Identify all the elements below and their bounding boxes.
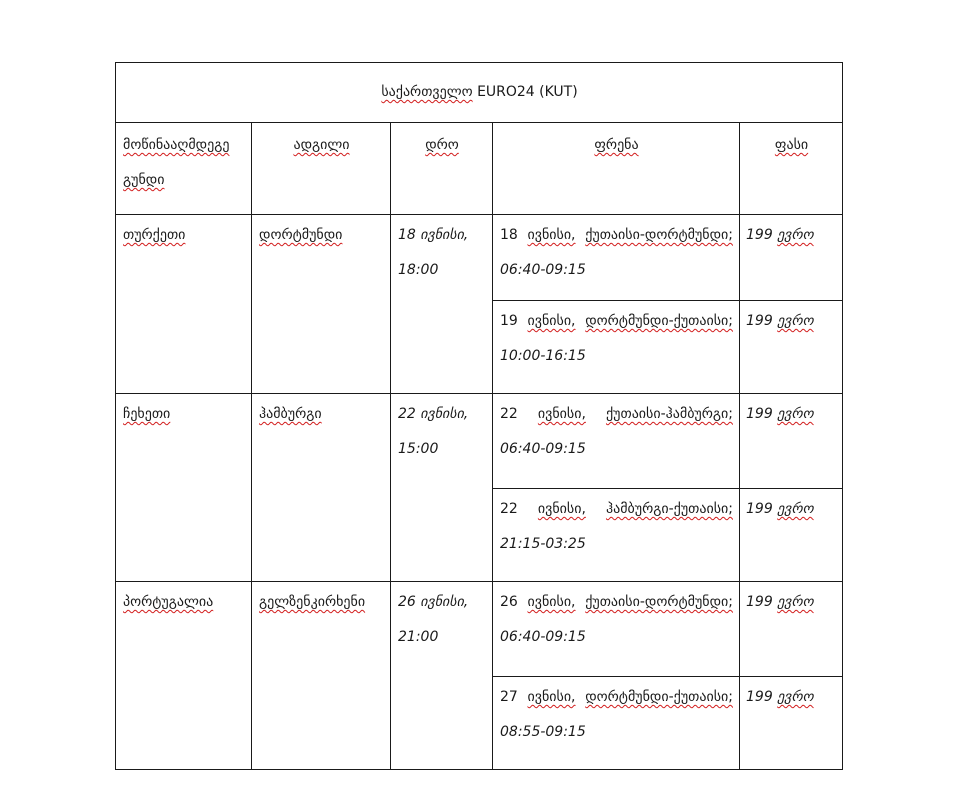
header-price: ფასი bbox=[740, 123, 843, 215]
price-cell: 199 ევრო bbox=[740, 582, 843, 677]
flight-cell: 19 ივნისი, დორტმუნდი-ქუთაისი; 10:00-16:15 bbox=[493, 301, 740, 394]
opponent-cell: ჩეხეთი bbox=[116, 394, 252, 582]
header-place: ადგილი bbox=[252, 123, 391, 215]
table-title-code: EURO24 (KUT) bbox=[477, 84, 578, 100]
opponent-cell: პორტუგალია bbox=[116, 582, 252, 770]
table-row bbox=[116, 394, 843, 489]
flight-cell: 26 ივნისი, ქუთაისი-დორტმუნდი; 06:40-09:15 bbox=[493, 582, 740, 677]
header-opponent: მოწინააღმდეგე გუნდი bbox=[116, 123, 252, 215]
price-cell: 199 ევრო bbox=[740, 677, 843, 770]
opponent-cell: თურქეთი bbox=[116, 215, 252, 394]
header-time: დრო bbox=[391, 123, 493, 215]
price-cell: 199 ევრო bbox=[740, 394, 843, 489]
price-cell: 199 ევრო bbox=[740, 215, 843, 301]
table-row bbox=[116, 215, 843, 301]
place-cell: ჰამბურგი bbox=[252, 394, 391, 582]
place-cell: დორტმუნდი bbox=[252, 215, 391, 394]
date-cell: 26 ივნისი, 21:00 bbox=[391, 582, 493, 770]
date-cell: 18 ივნისი, 18:00 bbox=[391, 215, 493, 394]
date-cell: 22 ივნისი, 15:00 bbox=[391, 394, 493, 582]
flight-cell: 22 ივნისი, ჰამბურგი-ქუთაისი; 21:15-03:25 bbox=[493, 489, 740, 582]
table-title-cell bbox=[116, 63, 843, 123]
header-flight: ფრენა bbox=[493, 123, 740, 215]
table-title-georgian: საქართველო bbox=[381, 84, 473, 100]
place-cell: გელზენკირხენი bbox=[252, 582, 391, 770]
price-cell: 199 ევრო bbox=[740, 301, 843, 394]
euro24-flights-table bbox=[115, 62, 843, 770]
table-row bbox=[116, 582, 843, 677]
flight-cell: 27 ივნისი, დორტმუნდი-ქუთაისი; 08:55-09:15 bbox=[493, 677, 740, 770]
flight-cell: 18 ივნისი, ქუთაისი-დორტმუნდი; 06:40-09:15 bbox=[493, 215, 740, 301]
flight-cell: 22 ივნისი, ქუთაისი-ჰამბურგი; 06:40-09:15 bbox=[493, 394, 740, 489]
price-cell: 199 ევრო bbox=[740, 489, 843, 582]
